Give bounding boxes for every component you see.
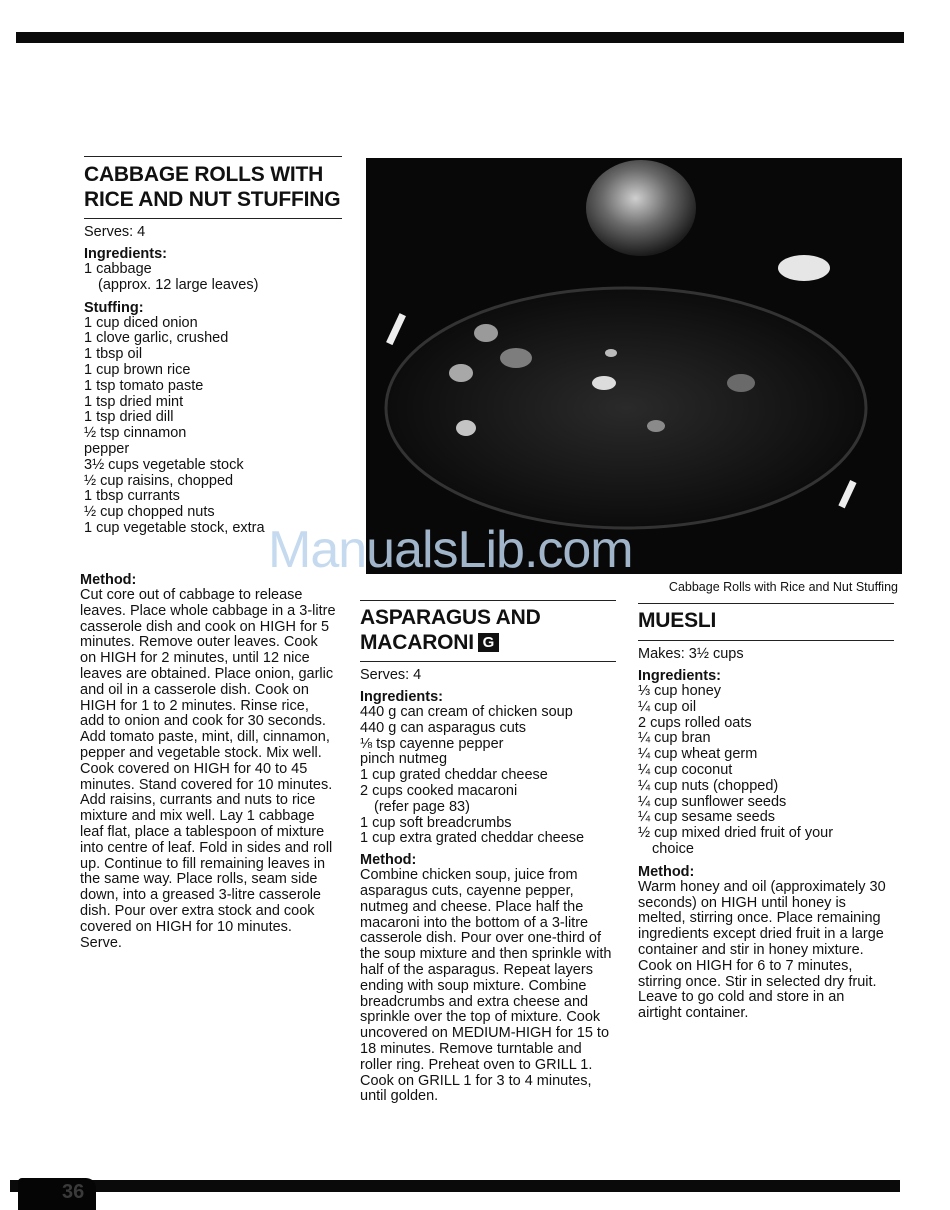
list-item: ¼ cup oil	[638, 698, 697, 715]
muesli-title: MUESLI	[638, 609, 717, 632]
list-item: 1 cup extra grated cheddar cheese	[360, 830, 585, 847]
food-photo-illustration	[366, 158, 902, 574]
list-item: 1 cup grated cheddar cheese	[360, 767, 548, 784]
cabbage-method-heading: Method:	[80, 572, 137, 588]
list-item: 1 cup brown rice	[84, 361, 191, 378]
cabbage-ingredients-list	[84, 262, 342, 294]
muesli-ingredients-list	[638, 684, 894, 858]
list-item: pepper	[84, 440, 130, 457]
list-item: ¼ cup bran	[638, 730, 711, 747]
photo-caption: Cabbage Rolls with Rice and Nut Stuffing	[668, 580, 898, 594]
list-item: (approx. 12 large leaves)	[98, 276, 259, 293]
cabbage-method-text: Cut core out of cabbage to release leaves. Place whole cabbage in a 3-litre casserole dish and cook on HIGH for 5 minutes. Remove outer leaves. Cook on HIGH for 2 minutes, until 12 nice leaves are obtained. Place onion, garlic and oil in a casserole dish. Cook on HIGH for 1 to 2 minutes. Rinse rice, add to onion and cook for 30 seconds. Add tomato paste, mint, dill, cinnamon, pepper and vegetable stock. Mix well. Cook covered on HIGH for 40 to 45 minutes. Stand covered for 10 minutes. Add raisins, currants and nuts to rice mixture and mix well. Lay 1 cabbage leaf flat, place a tablespoon of mixture into centre of leaf. Fold in sides and roll up. Continue to fill remaining leaves in the same way. Place rolls, seam side down, into a greased 3-litre casserole dish. Pour over extra stock and cook covered on HIGH for 10 minutes. Serve.	[80, 587, 336, 951]
grill-badge: G	[478, 633, 499, 652]
title-rule	[360, 600, 616, 601]
list-item: 1 tsp dried mint	[84, 393, 184, 410]
list-item: ½ cup mixed dried fruit of your	[638, 825, 834, 842]
list-item: ½ cup raisins, chopped	[84, 472, 234, 489]
asparagus-recipe	[360, 600, 616, 1105]
list-item: 1 cup diced onion	[84, 314, 198, 331]
list-item: 1 tsp dried dill	[84, 409, 174, 426]
list-item: pinch nutmeg	[360, 751, 448, 768]
cabbage-method-block	[80, 572, 336, 951]
list-item: 1 tbsp oil	[84, 346, 143, 363]
list-item: ¼ cup sunflower seeds	[638, 793, 787, 810]
list-item: 1 tsp tomato paste	[84, 377, 204, 394]
cabbage-title: CABBAGE ROLLS WITH RICE AND NUT STUFFING	[84, 163, 341, 211]
list-item: ¼ cup nuts (chopped)	[638, 777, 779, 794]
list-item: ½ tsp cinnamon	[84, 425, 187, 442]
list-item: ⅓ cup honey	[638, 683, 722, 699]
asparagus-title	[360, 605, 616, 655]
asparagus-title-text: ASPARAGUS AND MACARONI	[360, 606, 541, 654]
cabbage-serves: Serves: 4	[84, 224, 146, 240]
watermark: ManualsLib.com	[268, 521, 633, 579]
asparagus-method-heading: Method:	[360, 852, 417, 869]
page-tab	[18, 1178, 96, 1210]
muesli-recipe	[638, 603, 894, 1022]
top-rule-bar	[16, 32, 904, 43]
asparagus-ingredients-heading: Ingredients:	[360, 689, 443, 705]
title-rule	[638, 603, 894, 604]
list-item: 2 cups rolled oats	[638, 714, 752, 731]
list-item: 1 cabbage	[84, 261, 152, 277]
muesli-method-heading: Method:	[638, 863, 695, 880]
list-item: 1 cup soft breadcrumbs	[360, 814, 512, 831]
list-item: 2 cups cooked macaroni	[360, 782, 518, 799]
list-item: 440 g can asparagus cuts	[360, 719, 527, 736]
list-item: 1 tbsp currants	[84, 488, 180, 505]
bottom-rule-bar	[10, 1180, 900, 1192]
list-item: 440 g can cream of chicken soup	[360, 704, 573, 720]
page-number: 36	[62, 1181, 85, 1203]
muesli-ingredients-heading: Ingredients:	[638, 668, 721, 684]
muesli-method-text: Warm honey and oil (approximately 30 seconds) on HIGH until honey is melted, stirring once. Place remaining ingredients except dried fruit in a large container and stir in honey mixture. Cook on HIGH for 6 to 7 minutes, stirring once. Stir in selected dry fruit. Leave to go cold and store in an airtight container.	[638, 878, 886, 1022]
list-item: ¼ cup sesame seeds	[638, 809, 776, 826]
cabbage-rolls-photo	[366, 158, 902, 574]
title-rule	[84, 156, 342, 157]
asparagus-serves: Serves: 4	[360, 667, 422, 683]
title-underline	[360, 661, 616, 662]
asparagus-ingredients-list	[360, 705, 616, 847]
list-item: 1 cup vegetable stock, extra	[84, 519, 265, 536]
list-item: ¼ cup wheat germ	[638, 746, 758, 763]
title-underline	[638, 640, 894, 641]
list-item: 1 clove garlic, crushed	[84, 330, 229, 347]
muesli-makes: Makes: 3½ cups	[638, 646, 744, 662]
list-item: choice	[652, 840, 694, 857]
cabbage-recipe	[84, 156, 342, 537]
list-item: ¼ cup coconut	[638, 761, 733, 778]
list-item: (refer page 83)	[374, 798, 470, 815]
cabbage-ingredients-heading: Ingredients:	[84, 246, 167, 262]
list-item: 3½ cups vegetable stock	[84, 456, 244, 473]
list-item: ½ cup chopped nuts	[84, 504, 215, 521]
title-underline	[84, 218, 342, 219]
list-item: ⅛ tsp cayenne pepper	[360, 735, 504, 752]
cabbage-stuffing-list	[84, 316, 342, 537]
asparagus-method-text: Combine chicken soup, juice from asparagus cuts, cayenne pepper, nutmeg and cheese. Place half the macaroni into the bottom of a 3-litre casserole dish. Pour over one-third of the soup mixture and then sprinkle with half of the asparagus. Repeat layers ending with soup mixture. Combine breadcrumbs and extra cheese and sprinkle over the top of mixture. Cook uncovered on MEDIUM-HIGH for 15 to 18 minutes. Remove turntable and roller ring. Preheat oven to GRILL 1. Cook on GRILL 1 for 3 to 4 minutes, until golden.	[360, 867, 612, 1105]
cabbage-stuffing-heading: Stuffing:	[84, 299, 144, 316]
